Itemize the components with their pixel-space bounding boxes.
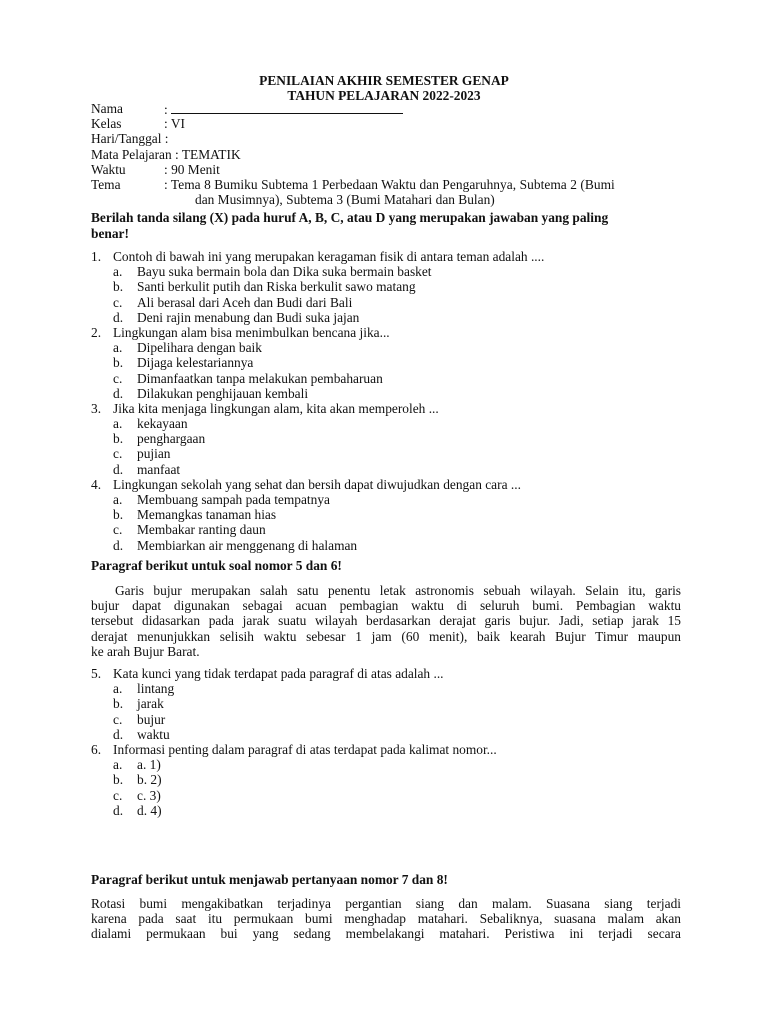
answer-option[interactable] [91, 431, 681, 446]
option-letter: b. [113, 355, 124, 371]
paragraph-line: Rotasi bumi mengakibatkan terjadinya pergantian siang dan malam. Suasana siang terjadi [91, 896, 681, 911]
option-text: jarak [137, 696, 164, 712]
option-text: Dipelihara dengan baik [137, 340, 262, 356]
question-text: Jika kita menjaga lingkungan alam, kita akan memperoleh ... [113, 400, 439, 416]
paragraph-7-8 [91, 896, 681, 942]
tema-value-1: : Tema 8 Bumiku Subtema 1 Perbedaan Waktu dan Pengaruhnya, Subtema 2 (Bumi [164, 176, 615, 192]
exam-title: PENILAIAN AKHIR SEMESTER GENAP [259, 73, 509, 88]
nama-blank-line [171, 101, 403, 114]
option-text: b. 2) [137, 772, 162, 788]
option-letter: c. [113, 446, 123, 462]
option-letter: c. [113, 294, 123, 310]
paragraph-line: karena pada saat itu permukaan bumi menghadap matahari. Sebaliknya, suasana malam akan [91, 911, 681, 927]
kelas-value: : VI [164, 116, 185, 132]
option-letter: c. [113, 370, 123, 386]
option-letter: a. [113, 492, 123, 507]
nama-label: Nama [91, 101, 123, 116]
question-text: Lingkungan sekolah yang sehat dan bersih dapat diwujudkan dengan cara ... [113, 476, 521, 492]
question-text: Contoh di bawah ini yang merupakan keragaman fisik di antara teman adalah .... [113, 249, 545, 264]
option-letter: b. [113, 279, 124, 295]
option-text: Membuang sampah pada tempatnya [137, 492, 330, 507]
tema-label: Tema [91, 176, 121, 192]
option-letter: b. [113, 696, 124, 712]
waktu-value: : 90 Menit [164, 161, 220, 177]
option-text: Ali berasal dari Aceh dan Budi dari Bali [137, 294, 353, 310]
mapel-row [91, 147, 681, 162]
option-text: manfaat [137, 461, 181, 477]
option-letter: b. [113, 772, 124, 788]
paragraph-line: derajat menunjukkan selisih waktu sebesar 1 jam (60 menit), baik kearah Bujur Timur maupun [91, 628, 681, 644]
option-letter: d. [113, 537, 124, 553]
paragraph-line: ke arah Bujur Barat. [91, 643, 200, 659]
question-number: 5. [91, 666, 102, 681]
option-letter: b. [113, 431, 124, 447]
answer-option[interactable] [91, 696, 681, 711]
answer-option[interactable] [91, 727, 681, 742]
answer-option[interactable] [91, 295, 681, 310]
waktu-label: Waktu [91, 161, 126, 177]
answer-option[interactable] [91, 371, 681, 386]
option-letter: d. [113, 726, 124, 742]
tema-value-2: dan Musimnya), Subtema 3 (Bumi Matahari dan Bulan) [195, 192, 495, 208]
option-text: penghargaan [137, 431, 206, 447]
answer-option[interactable] [91, 416, 681, 431]
kelas-row [91, 116, 681, 131]
question [91, 477, 681, 492]
answer-option[interactable] [91, 492, 681, 507]
question [91, 666, 681, 681]
question-number: 2. [91, 324, 102, 340]
option-letter: d. [113, 309, 124, 325]
paragraph-5-6 [91, 583, 681, 659]
answer-option[interactable] [91, 264, 681, 279]
answer-option[interactable] [91, 310, 681, 325]
option-letter: d. [113, 385, 124, 401]
answer-option[interactable] [91, 462, 681, 477]
option-text: waktu [137, 726, 170, 742]
question-text: Lingkungan alam bisa menimbulkan bencana jika... [113, 324, 390, 340]
hari-row [91, 131, 681, 146]
answer-option[interactable] [91, 772, 681, 787]
paragraph-line: Garis bujur merupakan salah satu penentu letak astronomis sebuah wilayah. Selain itu, garis [115, 583, 681, 598]
paragraph-line: dialami permukaan bui yang sedang membelakangi matahari. Peristiwa ini terjadi secara [91, 926, 681, 942]
option-letter: d. [113, 802, 124, 818]
section-heading-7-8: Paragraf berikut untuk menjawab pertanyaan nomor 7 dan 8! [91, 872, 448, 887]
answer-option[interactable] [91, 507, 681, 522]
hari-label: Hari/Tanggal : [91, 131, 169, 147]
question-number: 6. [91, 741, 102, 757]
question-group-5-6 [91, 666, 681, 818]
option-text: bujur [137, 711, 166, 727]
question [91, 742, 681, 757]
question-group-1-4 [91, 249, 681, 553]
option-letter: c. [113, 522, 123, 538]
option-text: Dijaga kelestariannya [137, 355, 254, 371]
answer-option[interactable] [91, 386, 681, 401]
paragraph-line: tersebut didasarkan pada jarak suatu wilayah berdasarkan derajat garis bujur. Jadi, setiap jarak 15 [91, 613, 681, 629]
answer-option[interactable] [91, 681, 681, 696]
question [91, 325, 681, 340]
question-number: 1. [91, 249, 102, 264]
answer-option[interactable] [91, 279, 681, 294]
option-text: Membakar ranting daun [137, 522, 266, 538]
option-text: Dimanfaatkan tanpa melakukan pembaharuan [137, 370, 383, 386]
answer-option[interactable] [91, 803, 681, 818]
question-text: Kata kunci yang tidak terdapat pada paragraf di atas adalah ... [113, 666, 444, 681]
answer-option[interactable] [91, 446, 681, 461]
nama-field: : [164, 101, 681, 116]
tema-row-1 [91, 177, 681, 192]
question-number: 3. [91, 400, 102, 416]
option-text: Memangkas tanaman hias [137, 507, 277, 523]
option-text: pujian [137, 446, 171, 462]
answer-option[interactable] [91, 340, 681, 355]
option-text: lintang [137, 681, 175, 697]
waktu-row [91, 162, 681, 177]
instruction-line-2: benar! [91, 226, 129, 241]
mapel-label: Mata Pelajaran : TEMATIK [91, 146, 241, 162]
answer-option[interactable] [91, 355, 681, 370]
question [91, 401, 681, 416]
student-info [91, 101, 681, 207]
option-text: Membiarkan air menggenang di halaman [137, 537, 358, 553]
answer-option[interactable] [91, 757, 681, 772]
answer-option[interactable] [91, 788, 681, 803]
section-heading-5-6: Paragraf berikut untuk soal nomor 5 dan 6! [91, 558, 342, 573]
option-letter: b. [113, 507, 124, 523]
option-letter: a. [113, 416, 123, 432]
option-text: Bayu suka bermain bola dan Dika suka bermain basket [137, 264, 432, 280]
kelas-label: Kelas [91, 116, 122, 132]
question-number: 4. [91, 476, 102, 492]
option-text: c. 3) [137, 787, 161, 803]
option-text: a. 1) [137, 757, 161, 773]
nama-row [91, 101, 681, 116]
instruction [91, 210, 681, 242]
option-letter: a. [113, 757, 123, 773]
tema-row-2 [91, 192, 681, 207]
option-text: kekayaan [137, 416, 188, 432]
exam-year: TAHUN PELAJARAN 2022-2023 [287, 88, 481, 103]
option-letter: c. [113, 787, 123, 803]
option-letter: a. [113, 264, 123, 280]
question-text: Informasi penting dalam paragraf di atas terdapat pada kalimat nomor... [113, 741, 497, 757]
option-letter: c. [113, 711, 123, 727]
option-letter: d. [113, 461, 124, 477]
answer-option[interactable] [91, 538, 681, 553]
option-text: Deni rajin menabung dan Budi suka jajan [137, 309, 360, 325]
option-text: Dilakukan penghijauan kembali [137, 385, 309, 401]
answer-option[interactable] [91, 712, 681, 727]
option-text: d. 4) [137, 802, 162, 818]
option-text: Santi berkulit putih dan Riska berkulit sawo matang [137, 279, 416, 295]
question [91, 249, 681, 264]
option-letter: a. [113, 340, 123, 356]
option-letter: a. [113, 681, 123, 697]
instruction-line-1: Berilah tanda silang (X) pada huruf A, B, C, atau D yang merupakan jawaban yang paling [91, 210, 609, 225]
paragraph-line: bujur dapat digunakan sebagai acuan pembagian waktu di seluruh bumi. Pembagian waktu [91, 598, 681, 614]
answer-option[interactable] [91, 522, 681, 537]
